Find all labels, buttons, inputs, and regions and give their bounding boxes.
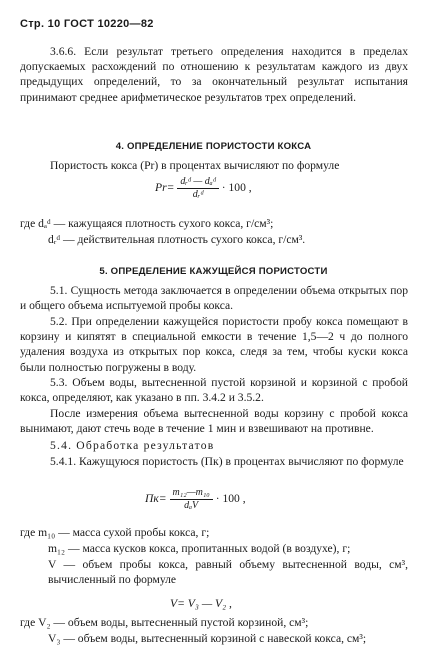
formula-lhs: Pr= [155,181,175,195]
paragraph-5-3: 5.3. Объем воды, вытесненной пустой корзиной и корзиной с пробой кокса, определяют, как указано в пп. 3.4.2 и 3.5.2. [20,376,408,405]
section-4-intro: Пористость кокса (Pr) в процентах вычисляют по формуле [50,159,340,172]
porosity-formula [155,176,252,201]
formula2-denominator: dₐV [184,500,199,511]
formula2-rest: · 100 , [215,492,246,506]
where-v2: где V₂ — объем воды, вытесненный пустой корзиной, см³; [20,616,309,629]
section-4-title: 4. ОПРЕДЕЛЕНИЕ ПОРИСТОСТИ КОКСА [115,141,312,152]
formula2-fraction [170,487,213,512]
paragraph-3-6-6: 3.6.6. Если результат третьего определения находится в пределах допускаемых расхождений по отношению к результатам каждого из двух предыдущих определений, то за окончательный результат испытания принимают среднее арифметическое результатов трех определений. [20,45,408,104]
formula2-numerator: m₁₂—m₁₀ [170,487,213,500]
where-v3: V₃ — объем воды, вытесненный корзиной с навеской кокса, см³; [48,632,367,645]
where-m12: m₁₂ — масса кусков кокса, пропитанных водой (в воздухе), г; [48,542,351,555]
formula-denominator: dᵣᵈ [192,189,204,200]
where-m10: где m₁₀ — масса сухой пробы кокса, г; [20,526,210,539]
formula2-lhs: Пк= [145,492,167,506]
paragraph-5-3-continued: После измерения объема вытесненной воды корзину с пробой кокса вынимают, дают стечь воде в течение 1 мин и взвешивают на противне. [20,407,408,436]
formula-numerator: dᵣᵈ — dₐᵈ [177,176,218,189]
formula-fraction [177,176,218,201]
where-dr: dᵣᵈ — действительная плотность сухого кокса, г/см³. [48,233,306,246]
paragraph-5-1: 5.1. Сущность метода заключается в определении объема открытых пор и общего объема испытуемой пробы кокса. [20,284,408,313]
paragraph-5-4-1: 5.4.1. Кажущуюся пористость (Пк) в процентах вычисляют по формуле [50,455,404,468]
apparent-porosity-formula [145,487,246,512]
paragraph-5-2: 5.2. При определении кажущейся пористости пробу кокса помещают в корзину и кипятят в специальной емкости в течение 1,5—2 ч до полного удаления воздуха из открытых пор кокса, следя за тем, чтобы куски кокса были полностью погружены в воду. [20,315,408,374]
formula-rest: · 100 , [221,181,252,195]
where-v: V — объем пробы кокса, равный объему вытесненной воды, см³, вычисленный по формуле [48,558,408,587]
where-da: где dₐᵈ — кажущаяся плотность сухого кокса, г/см³; [20,217,274,230]
section-5-title: 5. ОПРЕДЕЛЕНИЕ КАЖУЩЕЙСЯ ПОРИСТОСТИ [99,266,328,277]
volume-formula: V= V₃ — V₂ , [170,597,232,610]
paragraph-5-4: 5.4. Обработка результатов [50,439,215,452]
page-header: Стр. 10 ГОСТ 10220—82 [20,18,154,30]
